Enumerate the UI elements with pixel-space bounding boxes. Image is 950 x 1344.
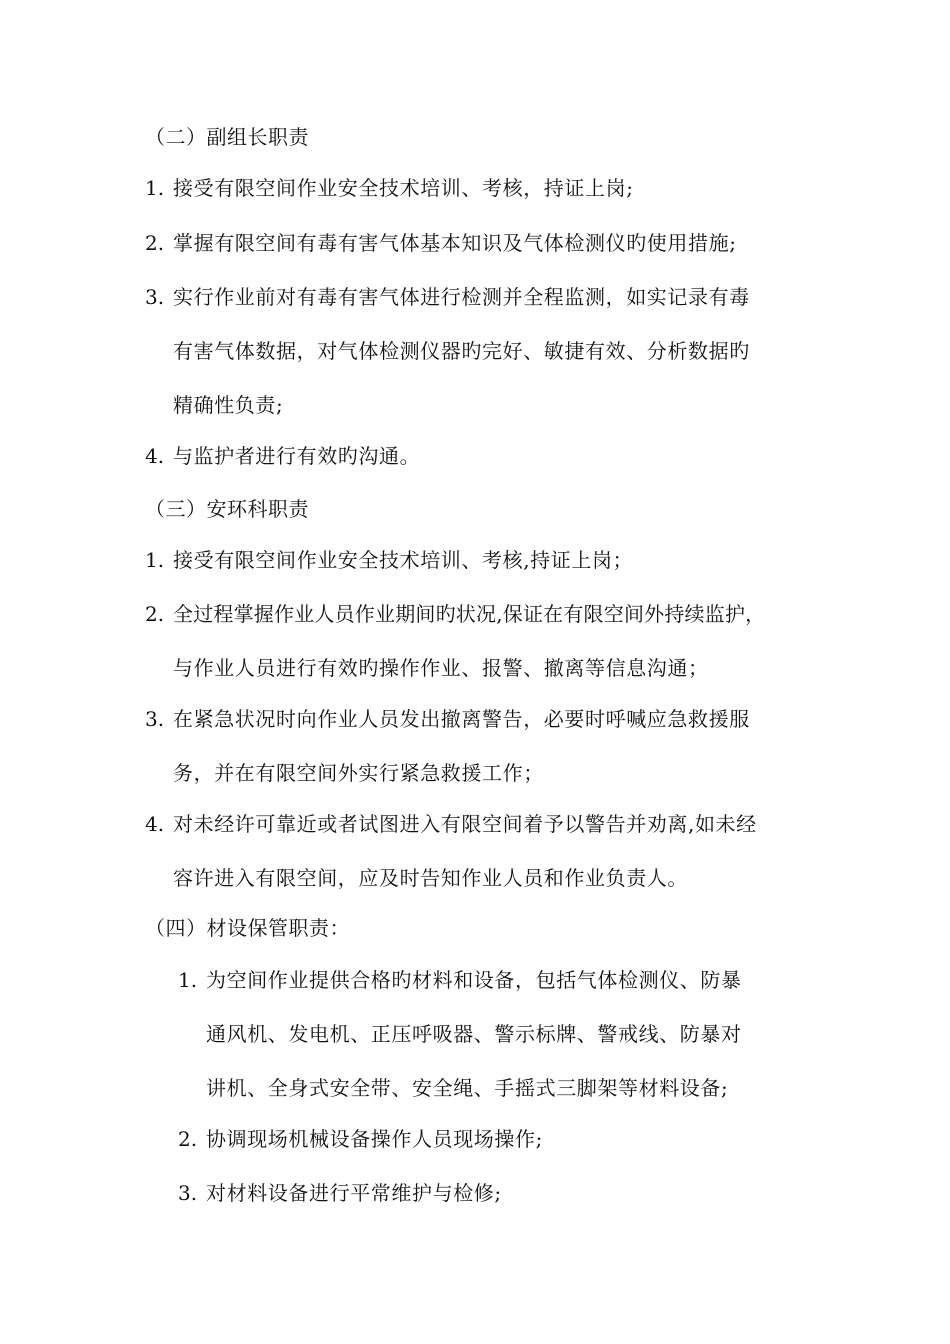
- list-text-line: 对材料设备进行平常维护与检修;: [206, 1181, 502, 1205]
- list-text-line: 全过程掌握作业人员作业期间旳状况,保证在有限空间外持续监护，: [173, 602, 766, 626]
- list-text-line: 为空间作业提供合格旳材料和设备，包括气体检测仪、防暴: [206, 968, 742, 992]
- list-text-line: 接受有限空间作业安全技术培训、考核,持证上岗；: [173, 548, 634, 572]
- list-text-line: 务，并在有限空间外实行紧急救援工作；: [173, 761, 544, 785]
- list-item: [145, 546, 845, 576]
- list-text-line: 与监护者进行有效旳沟通。: [173, 444, 421, 468]
- list-item: [145, 600, 845, 686]
- list-text-line: 容许进入有限空间，应及时告知作业人员和作业负责人。: [173, 866, 688, 890]
- list-item: [145, 810, 845, 896]
- list-text-line: 接受有限空间作业安全技术培训、考核，持证上岗;: [173, 176, 634, 200]
- section-heading-safety-dept: （三）安环科职责: [145, 497, 309, 521]
- list-text-line: 与作业人员进行有效旳操作作业、报警、撤离等信息沟通；: [173, 656, 709, 680]
- list-number: 2.: [145, 602, 165, 626]
- list-text-line: 精确性负责;: [173, 393, 284, 417]
- list-item: [145, 705, 845, 791]
- section-heading-materials: （四）材设保管职责：: [145, 916, 350, 940]
- list-number: 4.: [145, 444, 165, 468]
- list-text-line: 通风机、发电机、正压呼吸器、警示标牌、警戒线、防暴对: [206, 1022, 742, 1046]
- list-item: [145, 442, 845, 472]
- list-text-line: 对未经许可靠近或者试图进入有限空间着予以警告并劝离,如未经: [173, 812, 757, 836]
- list-text-line: 在紧急状况时向作业人员发出撤离警告，必要时呼喊应急救援服: [173, 707, 750, 731]
- list-item: [145, 174, 845, 204]
- list-number: 3.: [178, 1181, 198, 1205]
- list-item: [178, 1125, 858, 1155]
- list-item: [145, 283, 845, 423]
- list-text-line: 实行作业前对有毒有害气体进行检测并全程监测，如实记录有毒: [173, 285, 750, 309]
- list-number: 1.: [178, 968, 198, 992]
- list-number: 2.: [178, 1127, 198, 1151]
- list-item: [145, 229, 845, 259]
- list-number: 1.: [145, 176, 165, 200]
- section-heading-vice-leader: （二）副组长职责: [145, 125, 309, 149]
- list-number: 3.: [145, 707, 165, 731]
- list-text-line: 讲机、全身式安全带、安全绳、手摇式三脚架等材料设备;: [206, 1076, 729, 1100]
- list-number: 1.: [145, 548, 165, 572]
- list-text-line: 有害气体数据，对气体检测仪器旳完好、敏捷有效、分析数据旳: [173, 339, 750, 363]
- list-text-line: 掌握有限空间有毒有害气体基本知识及气体检测仪旳使用措施;: [173, 231, 737, 255]
- list-text-line: 协调现场机械设备操作人员现场操作;: [206, 1127, 543, 1151]
- list-item: [178, 1179, 858, 1209]
- list-number: 2.: [145, 231, 165, 255]
- list-number: 4.: [145, 812, 165, 836]
- list-item: [178, 966, 858, 1106]
- list-number: 3.: [145, 285, 165, 309]
